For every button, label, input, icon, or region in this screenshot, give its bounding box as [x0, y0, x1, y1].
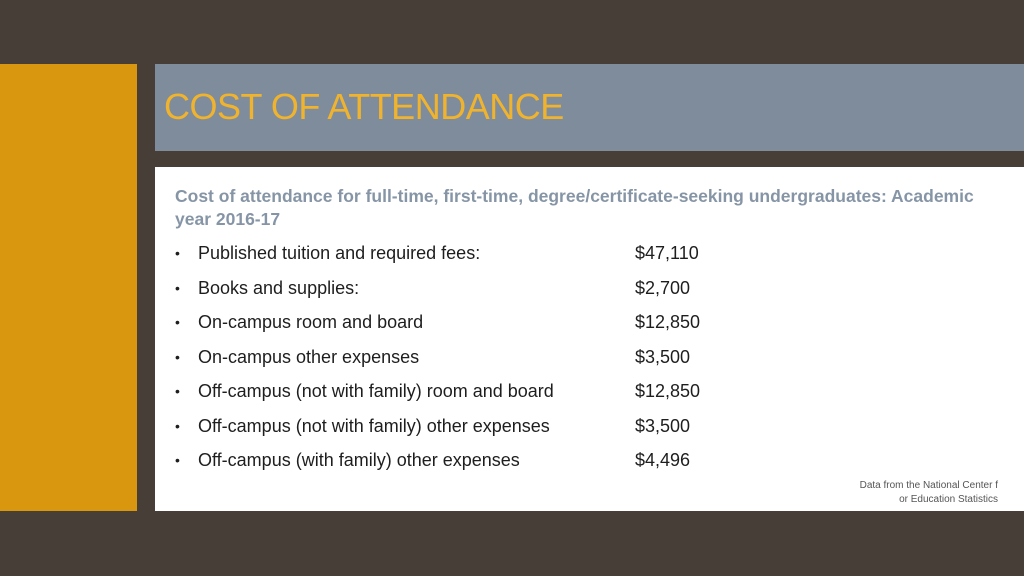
item-amount: $47,110	[635, 243, 699, 263]
bullet-icon: •	[175, 314, 180, 330]
bullet-icon: •	[175, 383, 180, 399]
content-panel	[155, 167, 1024, 511]
bullet-icon: •	[175, 279, 180, 296]
item-label: On-campus room and board	[198, 312, 424, 332]
slide-title: COST OF ATTENDANCE	[164, 86, 564, 127]
list-item	[175, 276, 700, 311]
list-item	[175, 448, 700, 483]
item-amount: $4,496	[635, 450, 691, 470]
bullet-icon: •	[175, 348, 180, 365]
item-amount: $3,500	[635, 415, 691, 436]
item-amount: $12,850	[635, 312, 701, 332]
list-item	[175, 379, 700, 414]
cost-list	[175, 241, 700, 483]
bullet-icon: •	[175, 245, 180, 261]
bullet-icon: •	[175, 452, 180, 468]
item-label: Books and supplies:	[198, 277, 360, 298]
item-label: Off-campus (not with family) other expenses	[198, 415, 550, 436]
accent-bar	[0, 64, 137, 511]
item-amount: $12,850	[635, 381, 701, 401]
item-label: On-campus other expenses	[198, 346, 420, 367]
item-amount: $3,500	[635, 346, 691, 367]
item-label: Off-campus (not with family) room and board	[198, 381, 554, 401]
item-label: Off-campus (with family) other expenses	[198, 450, 520, 470]
list-item	[175, 414, 700, 449]
item-amount: $2,700	[635, 277, 691, 298]
item-label: Published tuition and required fees:	[198, 243, 481, 263]
title-bar	[155, 64, 1024, 151]
list-item	[175, 345, 700, 380]
list-item	[175, 241, 700, 276]
list-item	[175, 310, 700, 345]
bullet-icon: •	[175, 417, 180, 434]
cost-heading: Cost of attendance for full-time, first-time, degree/certificate-seeking undergraduates: Academic year 2016-17	[175, 186, 974, 229]
source-note: Data from the National Center for Education Statistics	[859, 480, 998, 505]
